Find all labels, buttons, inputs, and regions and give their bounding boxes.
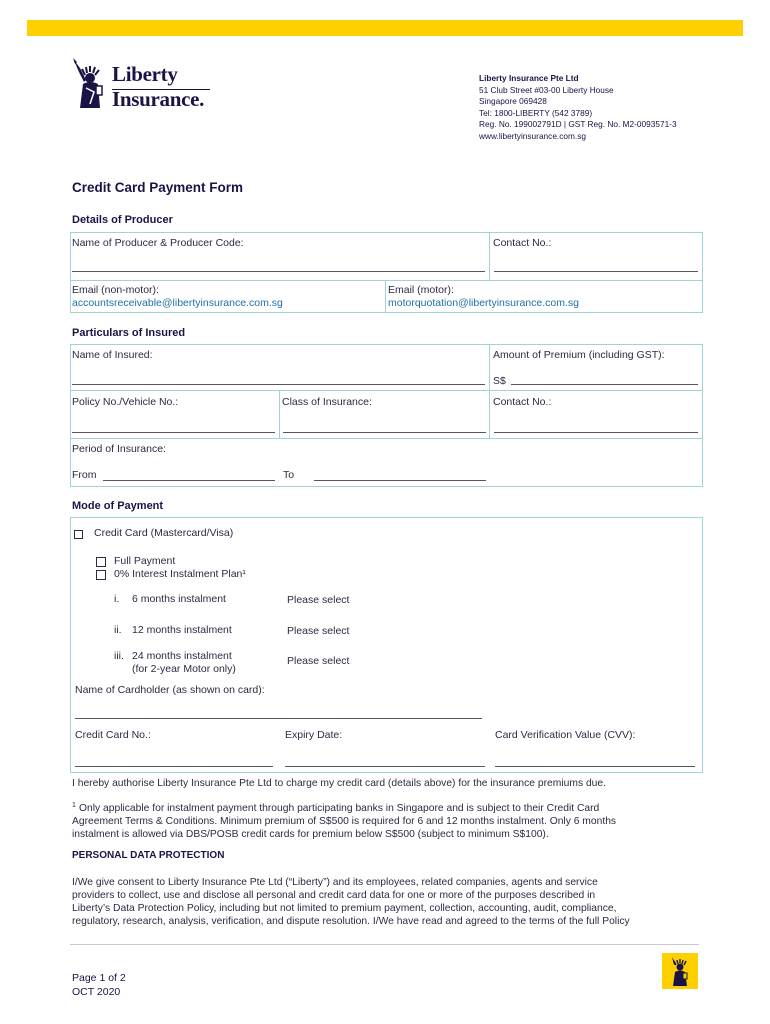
class-field[interactable] <box>283 432 486 433</box>
insured-contact-field[interactable] <box>494 432 698 433</box>
instalment-label: 0% Interest Instalment Plan¹ <box>114 568 246 580</box>
cardholder-label: Name of Cardholder (as shown on card): <box>75 684 265 696</box>
credit-card-label: Credit Card (Mastercard/Visa) <box>94 527 234 539</box>
insured-heading: Particulars of Insured <box>72 327 186 339</box>
footer-divider <box>70 944 699 945</box>
statue-of-liberty-icon <box>662 953 698 989</box>
option-3-sublabel: (for 2-year Motor only) <box>132 663 236 675</box>
insured-contact-label: Contact No.: <box>493 396 552 408</box>
insured-name-field[interactable] <box>72 384 485 385</box>
producer-contact-label: Contact No.: <box>493 237 552 249</box>
authorise-statement: I hereby authorise Liberty Insurance Pte Ltd to charge my credit card (details above) for the insurance premiums due. <box>72 778 606 789</box>
payment-heading: Mode of Payment <box>72 500 164 512</box>
option-3-num: iii. <box>114 650 124 662</box>
liberty-logo <box>68 58 218 110</box>
page-date: OCT 2020 <box>72 986 121 998</box>
credit-card-checkbox[interactable] <box>74 530 83 539</box>
insured-box <box>70 344 703 487</box>
policy-no-label: Policy No./Vehicle No.: <box>72 396 179 408</box>
email-nonmotor-link[interactable]: accountsreceivable@libertyinsurance.com.sg <box>72 297 283 309</box>
to-label: To <box>283 469 295 481</box>
page-info <box>72 971 126 999</box>
email-motor-link[interactable]: motorquotation@libertyinsurance.com.sg <box>388 297 579 309</box>
pdp-line-2: providers to collect, use and disclose all personal and credit card data for one or more of the purposes described in <box>72 890 596 901</box>
option-3-label: 24 months instalment <box>132 650 232 662</box>
premium-currency: S$ <box>493 375 506 387</box>
company-name: Liberty Insurance Pte Ltd <box>479 73 579 83</box>
footnote-line-2: Agreement Terms & Conditions. Minimum premium of S$500 is required for 6 and 12 months instalment. Only 6 months <box>72 816 617 827</box>
footnote <box>72 802 698 841</box>
footnote-line-3: instalment is allowed via DBS/POSB credit cards for premium below S$500 (subject to minimum S$100). <box>72 829 549 840</box>
period-from-field[interactable] <box>103 480 275 481</box>
expiry-label: Expiry Date: <box>285 729 343 741</box>
company-reg: Reg. No. 199002791D | GST Reg. No. M2-0093571-3 <box>479 119 677 129</box>
email-nonmotor-label: Email (non-motor): <box>72 284 159 296</box>
card-no-field[interactable] <box>75 766 273 767</box>
card-no-label: Credit Card No.: <box>75 729 151 741</box>
cvv-field[interactable] <box>495 766 695 767</box>
premium-amount-field[interactable] <box>511 384 698 385</box>
expiry-field[interactable] <box>285 766 485 767</box>
company-website[interactable]: www.libertyinsurance.com.sg <box>479 130 586 141</box>
period-to-field[interactable] <box>314 480 486 481</box>
option-2-select[interactable]: Please select <box>287 625 350 637</box>
liberty-mini-logo <box>662 953 698 989</box>
producer-contact-field[interactable] <box>494 271 698 272</box>
footnote-mark: 1 <box>72 802 76 809</box>
producer-name-field[interactable] <box>72 271 485 272</box>
form-title: Credit Card Payment Form <box>72 180 244 195</box>
email-motor-label: Email (motor): <box>388 284 454 296</box>
logo-wordmark-liberty: Liberty <box>112 62 178 86</box>
company-address-block <box>479 73 677 142</box>
producer-heading: Details of Producer <box>72 214 173 226</box>
insured-name-label: Name of Insured: <box>72 349 153 361</box>
pdp-heading: PERSONAL DATA PROTECTION <box>72 850 225 861</box>
page-number: Page 1 of 2 <box>72 972 126 984</box>
statue-of-liberty-icon <box>68 58 110 110</box>
instalment-checkbox[interactable] <box>96 570 106 580</box>
option-2-label: 12 months instalment <box>132 624 232 636</box>
logo-wordmark-insurance: Insurance. <box>112 87 205 111</box>
brand-top-bar <box>27 20 743 36</box>
address-line-2: Singapore 069428 <box>479 96 547 106</box>
address-line-1: 51 Club Street #03-00 Liberty House <box>479 84 614 95</box>
pdp-text <box>72 876 698 928</box>
option-1-select[interactable]: Please select <box>287 594 350 606</box>
option-1-num: i. <box>114 593 120 605</box>
pdp-line-4: regulatory, research, analysis, verification, and dispute resolution. I/We have read and agreed to the terms of the full Policy <box>72 916 630 927</box>
cvv-label: Card Verification Value (CVV): <box>495 729 636 741</box>
option-2-num: ii. <box>114 624 122 636</box>
company-tel: Tel: 1800-LIBERTY (542 3789) <box>479 107 593 118</box>
class-label: Class of Insurance: <box>282 396 372 408</box>
producer-name-label: Name of Producer & Producer Code: <box>72 237 244 249</box>
footnote-line-1: Only applicable for instalment payment through participating banks in Singapore and is subject to their Credit Card <box>79 803 600 814</box>
period-label: Period of Insurance: <box>72 443 166 455</box>
from-label: From <box>72 469 97 481</box>
pdp-line-1: I/We give consent to Liberty Insurance Pte Ltd (“Liberty”) and its employees, related companies, agents and service <box>72 877 598 888</box>
policy-no-field[interactable] <box>72 432 275 433</box>
full-payment-checkbox[interactable] <box>96 557 106 567</box>
cardholder-field[interactable] <box>75 718 482 719</box>
option-1-label: 6 months instalment <box>132 593 226 605</box>
premium-label: Amount of Premium (including GST): <box>493 349 665 361</box>
pdp-line-3: Liberty’s Data Protection Policy, including but not limited to premium payment, collection, accounting, audit, compliance, <box>72 903 617 914</box>
option-3-select[interactable]: Please select <box>287 655 350 667</box>
full-payment-label: Full Payment <box>114 555 176 567</box>
